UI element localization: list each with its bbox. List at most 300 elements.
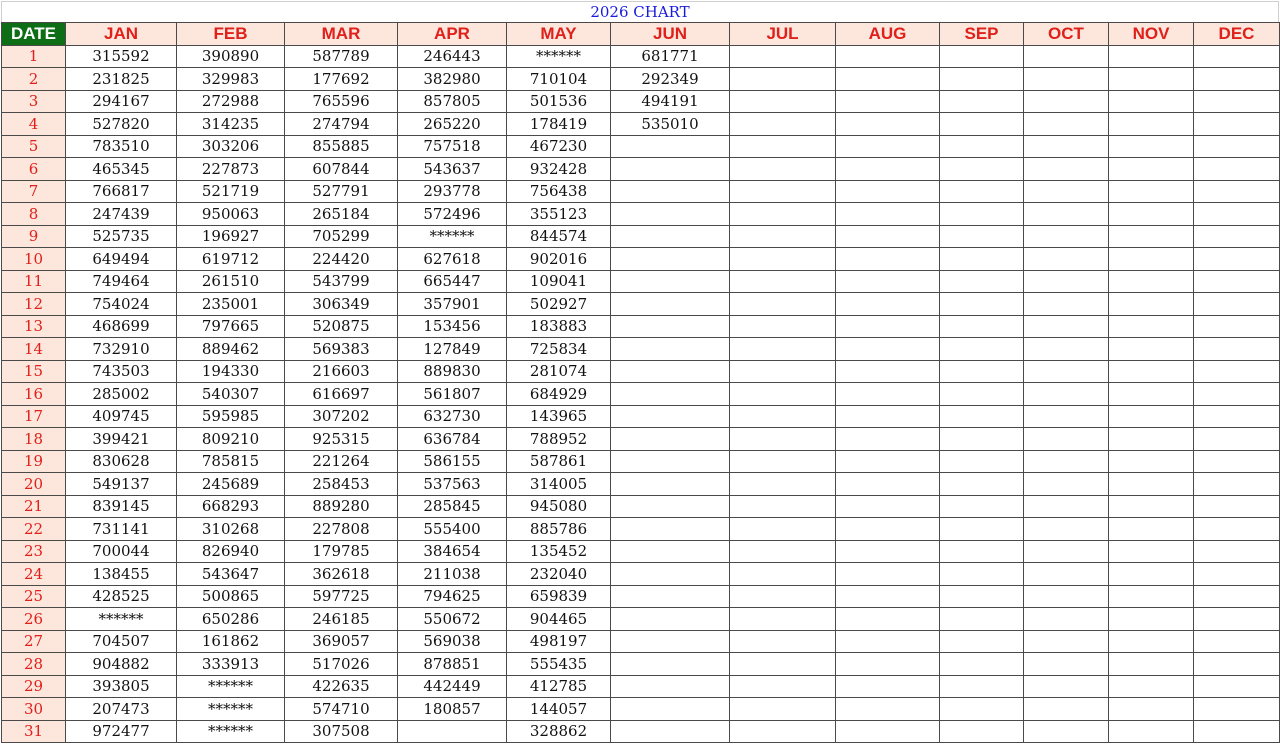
value-cell-jun: [611, 540, 730, 563]
value-cell-jan: 465345: [66, 158, 177, 181]
value-cell-feb: 668293: [177, 495, 285, 518]
table-row: [2, 720, 1280, 743]
header-row: [2, 23, 1280, 46]
value-cell-jul: [730, 248, 836, 271]
value-cell-aug: [836, 315, 940, 338]
value-cell-jun: [611, 338, 730, 361]
value-cell-aug: [836, 270, 940, 293]
value-cell-nov: [1109, 495, 1194, 518]
value-cell-sep: [940, 45, 1024, 68]
value-cell-sep: [940, 338, 1024, 361]
value-cell-dec: [1194, 338, 1280, 361]
value-cell-aug: [836, 383, 940, 406]
value-cell-jun: [611, 653, 730, 676]
value-cell-may: 684929: [507, 383, 611, 406]
value-cell-nov: [1109, 675, 1194, 698]
date-cell: 22: [2, 518, 66, 541]
date-cell: 5: [2, 135, 66, 158]
value-cell-sep: [940, 698, 1024, 721]
value-cell-apr: 632730: [398, 405, 507, 428]
value-cell-jan: 749464: [66, 270, 177, 293]
value-cell-nov: [1109, 270, 1194, 293]
value-cell-apr: 665447: [398, 270, 507, 293]
table-row: [2, 608, 1280, 631]
value-cell-sep: [940, 630, 1024, 653]
value-cell-apr: 127849: [398, 338, 507, 361]
table-row: [2, 203, 1280, 226]
value-cell-jul: [730, 698, 836, 721]
value-cell-jul: [730, 180, 836, 203]
value-cell-nov: [1109, 338, 1194, 361]
value-cell-jun: [611, 495, 730, 518]
value-cell-jul: [730, 270, 836, 293]
value-cell-oct: [1024, 270, 1109, 293]
value-cell-dec: [1194, 428, 1280, 451]
value-cell-jun: [611, 405, 730, 428]
value-cell-aug: [836, 630, 940, 653]
date-cell: 3: [2, 90, 66, 113]
table-row: [2, 540, 1280, 563]
value-cell-dec: [1194, 113, 1280, 136]
value-cell-apr: 857805: [398, 90, 507, 113]
value-cell-sep: [940, 225, 1024, 248]
value-cell-may: 135452: [507, 540, 611, 563]
table-row: [2, 630, 1280, 653]
value-cell-jun: [611, 158, 730, 181]
month-header-jun: JUN: [611, 23, 730, 46]
value-cell-may: 501536: [507, 90, 611, 113]
value-cell-mar: 607844: [285, 158, 398, 181]
table-row: [2, 360, 1280, 383]
month-header-sep: SEP: [940, 23, 1024, 46]
table-row: [2, 563, 1280, 586]
value-cell-jun: [611, 585, 730, 608]
value-cell-oct: [1024, 338, 1109, 361]
value-cell-jan: 700044: [66, 540, 177, 563]
value-cell-dec: [1194, 315, 1280, 338]
value-cell-feb: 161862: [177, 630, 285, 653]
value-cell-mar: 517026: [285, 653, 398, 676]
value-cell-apr: 442449: [398, 675, 507, 698]
value-cell-feb: 543647: [177, 563, 285, 586]
value-cell-nov: [1109, 563, 1194, 586]
value-cell-oct: [1024, 473, 1109, 496]
value-cell-oct: [1024, 68, 1109, 91]
value-cell-feb: 329983: [177, 68, 285, 91]
value-cell-nov: [1109, 135, 1194, 158]
value-cell-nov: [1109, 203, 1194, 226]
table-row: [2, 518, 1280, 541]
value-cell-jun: [611, 315, 730, 338]
value-cell-jun: [611, 428, 730, 451]
value-cell-jun: [611, 608, 730, 631]
value-cell-nov: [1109, 248, 1194, 271]
value-cell-jun: [611, 203, 730, 226]
value-cell-jun: 292349: [611, 68, 730, 91]
value-cell-apr: 180857: [398, 698, 507, 721]
date-cell: 10: [2, 248, 66, 271]
value-cell-jul: [730, 608, 836, 631]
value-cell-sep: [940, 293, 1024, 316]
date-cell: 6: [2, 158, 66, 181]
value-cell-may: 844574: [507, 225, 611, 248]
value-cell-oct: [1024, 540, 1109, 563]
value-cell-aug: [836, 248, 940, 271]
value-cell-mar: 307202: [285, 405, 398, 428]
value-cell-nov: [1109, 360, 1194, 383]
value-cell-feb: 500865: [177, 585, 285, 608]
value-cell-dec: [1194, 270, 1280, 293]
value-cell-may: 355123: [507, 203, 611, 226]
table-row: [2, 428, 1280, 451]
value-cell-aug: [836, 203, 940, 226]
date-cell: 12: [2, 293, 66, 316]
value-cell-oct: [1024, 518, 1109, 541]
value-cell-apr: 569038: [398, 630, 507, 653]
month-header-aug: AUG: [836, 23, 940, 46]
table-row: [2, 158, 1280, 181]
value-cell-apr: 627618: [398, 248, 507, 271]
value-cell-mar: 422635: [285, 675, 398, 698]
value-cell-oct: [1024, 180, 1109, 203]
value-cell-sep: [940, 563, 1024, 586]
value-cell-jan: 285002: [66, 383, 177, 406]
date-cell: 2: [2, 68, 66, 91]
chart-title: 2026 CHART: [1, 1, 1279, 22]
date-cell: 31: [2, 720, 66, 743]
value-cell-aug: [836, 698, 940, 721]
value-cell-jan: 428525: [66, 585, 177, 608]
value-cell-sep: [940, 248, 1024, 271]
value-cell-jan: 839145: [66, 495, 177, 518]
value-cell-apr: 878851: [398, 653, 507, 676]
value-cell-jun: [611, 248, 730, 271]
value-cell-apr: 572496: [398, 203, 507, 226]
value-cell-feb: 227873: [177, 158, 285, 181]
value-cell-oct: [1024, 675, 1109, 698]
value-cell-jan: 409745: [66, 405, 177, 428]
value-cell-feb: 809210: [177, 428, 285, 451]
value-cell-apr: 550672: [398, 608, 507, 631]
value-cell-feb: 595985: [177, 405, 285, 428]
value-cell-jul: [730, 720, 836, 743]
table-row: [2, 338, 1280, 361]
value-cell-apr: 382980: [398, 68, 507, 91]
value-cell-feb: 235001: [177, 293, 285, 316]
value-cell-jun: [611, 518, 730, 541]
value-cell-apr: 757518: [398, 135, 507, 158]
value-cell-nov: [1109, 630, 1194, 653]
value-cell-jul: [730, 113, 836, 136]
value-cell-jul: [730, 405, 836, 428]
value-cell-jun: 681771: [611, 45, 730, 68]
value-cell-jul: [730, 630, 836, 653]
value-cell-feb: 194330: [177, 360, 285, 383]
value-cell-apr: 384654: [398, 540, 507, 563]
table-row: [2, 585, 1280, 608]
value-cell-oct: [1024, 720, 1109, 743]
value-cell-aug: [836, 180, 940, 203]
value-cell-nov: [1109, 383, 1194, 406]
value-cell-oct: [1024, 585, 1109, 608]
value-cell-dec: [1194, 563, 1280, 586]
value-cell-jul: [730, 68, 836, 91]
value-cell-may: 178419: [507, 113, 611, 136]
value-cell-jun: [611, 383, 730, 406]
value-cell-jan: 138455: [66, 563, 177, 586]
value-cell-nov: [1109, 68, 1194, 91]
value-cell-may: 183883: [507, 315, 611, 338]
value-cell-mar: 216603: [285, 360, 398, 383]
value-cell-feb: 889462: [177, 338, 285, 361]
value-cell-oct: [1024, 158, 1109, 181]
value-cell-jan: 704507: [66, 630, 177, 653]
value-cell-may: 902016: [507, 248, 611, 271]
value-cell-jun: 535010: [611, 113, 730, 136]
value-cell-dec: [1194, 90, 1280, 113]
value-cell-dec: [1194, 135, 1280, 158]
value-cell-jun: [611, 450, 730, 473]
value-cell-oct: [1024, 428, 1109, 451]
table-row: [2, 113, 1280, 136]
value-cell-aug: [836, 293, 940, 316]
value-cell-oct: [1024, 630, 1109, 653]
value-cell-may: 555435: [507, 653, 611, 676]
value-cell-sep: [940, 585, 1024, 608]
value-cell-nov: [1109, 518, 1194, 541]
value-cell-mar: 274794: [285, 113, 398, 136]
value-cell-jan: 830628: [66, 450, 177, 473]
table-row: [2, 270, 1280, 293]
value-cell-sep: [940, 68, 1024, 91]
month-header-may: MAY: [507, 23, 611, 46]
value-cell-aug: [836, 540, 940, 563]
value-cell-jan: 649494: [66, 248, 177, 271]
month-header-jan: JAN: [66, 23, 177, 46]
chart-sheet: [1, 1, 1279, 743]
value-cell-sep: [940, 720, 1024, 743]
value-cell-aug: [836, 338, 940, 361]
table-row: [2, 293, 1280, 316]
value-cell-mar: 258453: [285, 473, 398, 496]
value-cell-feb: 521719: [177, 180, 285, 203]
value-cell-nov: [1109, 405, 1194, 428]
value-cell-mar: 177692: [285, 68, 398, 91]
value-cell-mar: 569383: [285, 338, 398, 361]
value-cell-oct: [1024, 495, 1109, 518]
value-cell-jun: [611, 135, 730, 158]
value-cell-nov: [1109, 315, 1194, 338]
value-cell-feb: 540307: [177, 383, 285, 406]
value-cell-dec: [1194, 158, 1280, 181]
value-cell-dec: [1194, 698, 1280, 721]
value-cell-oct: [1024, 360, 1109, 383]
date-cell: 1: [2, 45, 66, 68]
value-cell-aug: [836, 135, 940, 158]
value-cell-jan: 393805: [66, 675, 177, 698]
value-cell-feb: 272988: [177, 90, 285, 113]
date-cell: 20: [2, 473, 66, 496]
value-cell-sep: [940, 518, 1024, 541]
value-cell-oct: [1024, 113, 1109, 136]
value-cell-dec: [1194, 405, 1280, 428]
month-header-jul: JUL: [730, 23, 836, 46]
value-cell-sep: [940, 90, 1024, 113]
value-cell-apr: 246443: [398, 45, 507, 68]
results-table: [1, 22, 1280, 743]
value-cell-jun: [611, 360, 730, 383]
value-cell-dec: [1194, 360, 1280, 383]
table-row: [2, 90, 1280, 113]
value-cell-mar: 227808: [285, 518, 398, 541]
value-cell-jul: [730, 203, 836, 226]
value-cell-sep: [940, 113, 1024, 136]
value-cell-apr: 586155: [398, 450, 507, 473]
value-cell-sep: [940, 180, 1024, 203]
value-cell-aug: [836, 428, 940, 451]
table-row: [2, 248, 1280, 271]
value-cell-sep: [940, 540, 1024, 563]
value-cell-sep: [940, 135, 1024, 158]
date-cell: 18: [2, 428, 66, 451]
value-cell-dec: [1194, 653, 1280, 676]
date-cell: 29: [2, 675, 66, 698]
value-cell-jun: [611, 698, 730, 721]
value-cell-may: 109041: [507, 270, 611, 293]
value-cell-dec: [1194, 383, 1280, 406]
table-row: [2, 405, 1280, 428]
value-cell-mar: 543799: [285, 270, 398, 293]
value-cell-aug: [836, 225, 940, 248]
value-cell-mar: 705299: [285, 225, 398, 248]
value-cell-oct: [1024, 383, 1109, 406]
value-cell-may: 498197: [507, 630, 611, 653]
value-cell-feb: 314235: [177, 113, 285, 136]
value-cell-dec: [1194, 450, 1280, 473]
value-cell-jul: [730, 225, 836, 248]
table-row: [2, 450, 1280, 473]
value-cell-nov: [1109, 698, 1194, 721]
value-cell-jul: [730, 360, 836, 383]
value-cell-aug: [836, 675, 940, 698]
value-cell-may: 144057: [507, 698, 611, 721]
value-cell-jan: 754024: [66, 293, 177, 316]
value-cell-oct: [1024, 450, 1109, 473]
date-cell: 11: [2, 270, 66, 293]
value-cell-jul: [730, 563, 836, 586]
value-cell-dec: [1194, 293, 1280, 316]
table-row: [2, 473, 1280, 496]
table-row: [2, 45, 1280, 68]
value-cell-feb: ******: [177, 698, 285, 721]
date-cell: 30: [2, 698, 66, 721]
value-cell-mar: 765596: [285, 90, 398, 113]
value-cell-aug: [836, 90, 940, 113]
value-cell-may: 467230: [507, 135, 611, 158]
value-cell-aug: [836, 158, 940, 181]
value-cell-feb: 390890: [177, 45, 285, 68]
value-cell-dec: [1194, 248, 1280, 271]
value-cell-oct: [1024, 225, 1109, 248]
value-cell-apr: 293778: [398, 180, 507, 203]
value-cell-oct: [1024, 315, 1109, 338]
value-cell-sep: [940, 675, 1024, 698]
month-header-oct: OCT: [1024, 23, 1109, 46]
date-cell: 13: [2, 315, 66, 338]
value-cell-jan: 549137: [66, 473, 177, 496]
value-cell-aug: [836, 653, 940, 676]
value-cell-sep: [940, 360, 1024, 383]
value-cell-apr: 537563: [398, 473, 507, 496]
value-cell-jan: 231825: [66, 68, 177, 91]
value-cell-mar: 889280: [285, 495, 398, 518]
value-cell-apr: 357901: [398, 293, 507, 316]
value-cell-mar: 224420: [285, 248, 398, 271]
table-body: [2, 45, 1280, 743]
value-cell-may: 314005: [507, 473, 611, 496]
value-cell-nov: [1109, 653, 1194, 676]
value-cell-oct: [1024, 293, 1109, 316]
value-cell-feb: 303206: [177, 135, 285, 158]
value-cell-jun: 494191: [611, 90, 730, 113]
value-cell-mar: 362618: [285, 563, 398, 586]
value-cell-dec: [1194, 45, 1280, 68]
value-cell-nov: [1109, 428, 1194, 451]
value-cell-aug: [836, 720, 940, 743]
value-cell-apr: 889830: [398, 360, 507, 383]
table-row: [2, 495, 1280, 518]
value-cell-oct: [1024, 563, 1109, 586]
value-cell-nov: [1109, 225, 1194, 248]
value-cell-jun: [611, 293, 730, 316]
value-cell-feb: 261510: [177, 270, 285, 293]
table-row: [2, 675, 1280, 698]
value-cell-nov: [1109, 585, 1194, 608]
value-cell-may: 587861: [507, 450, 611, 473]
value-cell-jan: 247439: [66, 203, 177, 226]
value-cell-jul: [730, 540, 836, 563]
value-cell-jul: [730, 383, 836, 406]
value-cell-jan: 732910: [66, 338, 177, 361]
value-cell-jul: [730, 45, 836, 68]
value-cell-apr: 285845: [398, 495, 507, 518]
value-cell-may: 904465: [507, 608, 611, 631]
value-cell-oct: [1024, 608, 1109, 631]
date-cell: 16: [2, 383, 66, 406]
value-cell-dec: [1194, 203, 1280, 226]
value-cell-nov: [1109, 473, 1194, 496]
value-cell-may: 232040: [507, 563, 611, 586]
value-cell-mar: 587789: [285, 45, 398, 68]
value-cell-dec: [1194, 225, 1280, 248]
value-cell-dec: [1194, 68, 1280, 91]
value-cell-oct: [1024, 203, 1109, 226]
value-cell-jan: 294167: [66, 90, 177, 113]
value-cell-apr: 555400: [398, 518, 507, 541]
value-cell-jul: [730, 315, 836, 338]
value-cell-jan: 731141: [66, 518, 177, 541]
value-cell-jul: [730, 135, 836, 158]
value-cell-apr: 636784: [398, 428, 507, 451]
table-row: [2, 653, 1280, 676]
date-cell: 21: [2, 495, 66, 518]
value-cell-jun: [611, 720, 730, 743]
value-cell-dec: [1194, 518, 1280, 541]
value-cell-feb: 650286: [177, 608, 285, 631]
date-cell: 9: [2, 225, 66, 248]
value-cell-jul: [730, 428, 836, 451]
value-cell-dec: [1194, 720, 1280, 743]
